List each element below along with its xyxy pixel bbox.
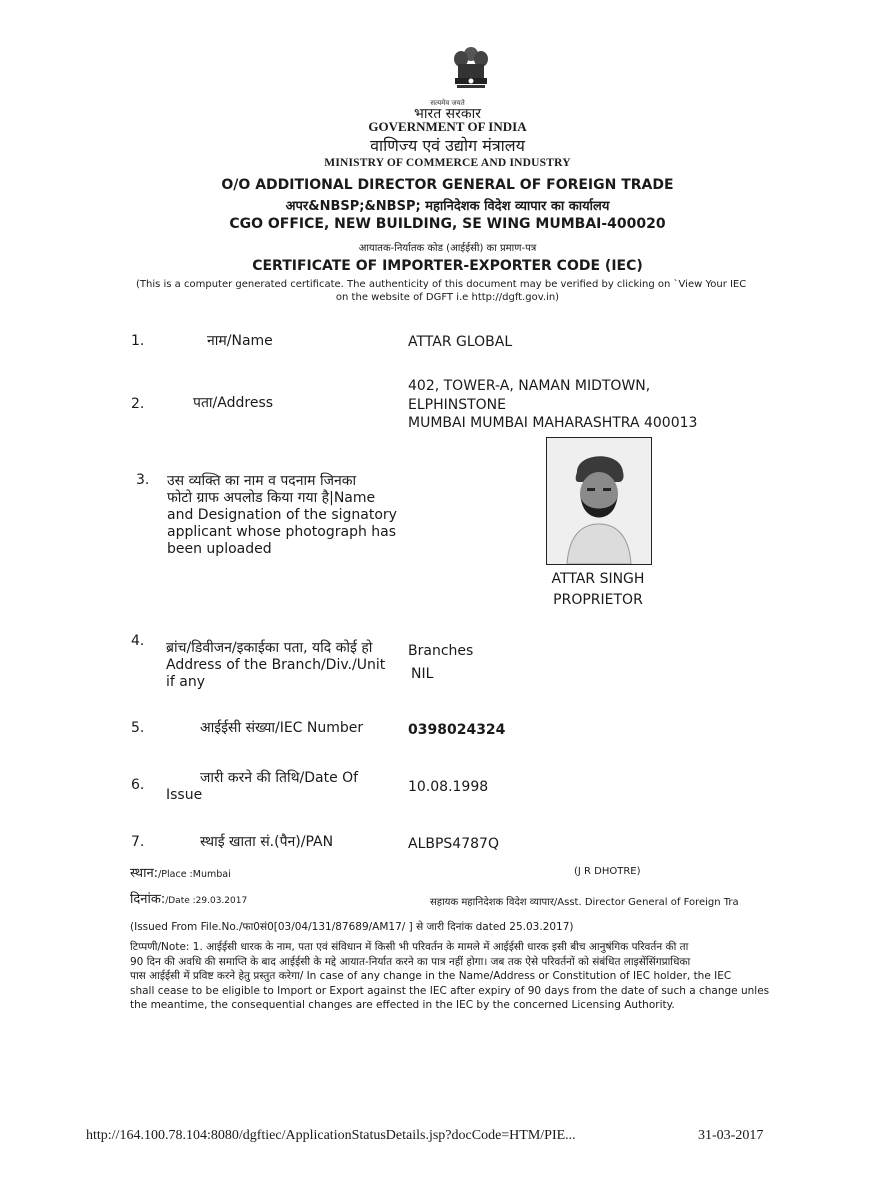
signatory-label-line-2: फोटो ग्राफ अपलोड किया गया है|Name bbox=[167, 490, 376, 506]
date-row bbox=[130, 888, 247, 907]
field-address-value bbox=[408, 377, 697, 433]
issue-date-label-line-2: Issue bbox=[166, 787, 203, 803]
ministry-english: MINISTRY OF COMMERCE AND INDUSTRY bbox=[324, 157, 571, 169]
signatory-label-line-3: and Designation of the signatory bbox=[167, 507, 397, 523]
emblem-caption: सत्यमेव जयते bbox=[430, 99, 465, 107]
office-address: CGO OFFICE, NEW BUILDING, SE WING MUMBAI-400020 bbox=[229, 216, 666, 232]
place-hindi: स्थान: bbox=[130, 866, 159, 881]
field-name-value: ATTAR GLOBAL bbox=[408, 334, 513, 350]
date-hindi: दिनांक: bbox=[130, 892, 166, 907]
branch-label-line-2: Address of the Branch/Div./Unit bbox=[166, 657, 386, 673]
certificate-title-hindi: आयातक-निर्यातक कोड (आईईसी) का प्रमाण-पत्र bbox=[358, 243, 537, 254]
date-value: /Date :29.03.2017 bbox=[165, 896, 248, 906]
note-line-5: the meantime, the consequential changes are effected in the IEC by the concerned Licensing Authority. bbox=[130, 999, 675, 1011]
address-line-3: MUMBAI MUMBAI MAHARASHTRA 400013 bbox=[408, 415, 698, 431]
signatory-label-line-1: उस व्यक्ति का नाम व पदनाम जिनका bbox=[167, 473, 357, 489]
signatory-designation: PROPRIETOR bbox=[553, 592, 643, 608]
page-url: http://164.100.78.104:8080/dgftiec/ApplicationStatusDetails.jsp?docCode=HTM/PIE... bbox=[86, 1128, 576, 1143]
branch-label-line-3: if any bbox=[166, 674, 206, 690]
field-4-number: 4. bbox=[131, 633, 145, 649]
office-hindi: अपर&NBSP;&NBSP; महानिदेशक विदेश व्यापार का कार्यालय bbox=[285, 199, 610, 214]
field-5-number: 5. bbox=[131, 720, 145, 736]
ministry-hindi: वाणिज्य एवं उद्योग मंत्रालय bbox=[370, 136, 525, 155]
person-photo-icon bbox=[547, 438, 651, 564]
lion-capital-icon bbox=[448, 44, 494, 100]
national-emblem bbox=[448, 44, 494, 100]
office-english: O/O ADDITIONAL DIRECTOR GENERAL OF FOREIGN TRADE bbox=[221, 177, 674, 193]
signer-designation: सहायक महानिदेशक विदेश व्यापार/Asst. Director General of Foreign Tra bbox=[430, 897, 739, 908]
note-line-3: पास आईईसी में प्रविष्ट करने हेतु प्रस्तुत करेगा/ In case of any change in the Name/Address or Constitution of IEC holder, the IEC bbox=[130, 970, 732, 982]
field-3-number: 3. bbox=[136, 472, 150, 488]
field-issue-date-value: 10.08.1998 bbox=[408, 779, 489, 795]
address-line-1: 402, TOWER-A, NAMAN MIDTOWN, bbox=[408, 378, 651, 394]
note-line-2: 90 दिन की अवधि की समाप्ति के बाद आईईसी के मद्दे आयात-निर्यात करने का पात्र नहीं होगा। जब तक ऐसे परिवर्तनों को संबंधित लाइसेंसिंगप्राधिका bbox=[130, 955, 691, 968]
branch-value: NIL bbox=[411, 666, 434, 682]
note-line-1: टिप्पणी/Note: 1. आईईसी धारक के नाम, पता एवं संविधान में किसी भी परिवर्तन के मामले में आईईसी धारक इसी बीच आनुषंगिक परिवर्तन की ता bbox=[130, 941, 689, 953]
field-signatory-label bbox=[167, 473, 407, 558]
field-iec-label: आईईसी संख्या/IEC Number bbox=[200, 720, 364, 736]
field-1-number: 1. bbox=[131, 333, 145, 349]
issued-from: (Issued From File.No./फा0सं0[03/04/131/87689/AM17/ ] से जारी दिनांक dated 25.03.2017) bbox=[130, 921, 574, 933]
field-name-label: नाम/Name bbox=[207, 333, 273, 349]
field-2-number: 2. bbox=[131, 396, 145, 412]
signatory-name: ATTAR SINGH bbox=[551, 571, 645, 587]
place-row bbox=[130, 862, 231, 881]
field-7-number: 7. bbox=[131, 834, 145, 850]
signatory-label-line-4: applicant whose photograph has bbox=[167, 524, 397, 540]
government-hindi: भारत सरकार bbox=[414, 106, 481, 122]
note-block bbox=[130, 940, 779, 1013]
signatory-photo bbox=[546, 437, 652, 565]
branch-label-line-1: ब्रांच/डिवीजन/इकाईका पता, यदि कोई हो bbox=[166, 640, 373, 656]
field-issue-date-label bbox=[166, 770, 358, 804]
place-value: /Place :Mumbai bbox=[158, 869, 231, 880]
field-iec-value: 0398024324 bbox=[408, 722, 506, 738]
note-line-4: shall cease to be eligible to Import or Export against the IEC after expiry of 90 days from the date of such a change unles bbox=[130, 984, 770, 997]
field-branch-label bbox=[166, 640, 406, 691]
branch-value-title: Branches bbox=[408, 643, 474, 659]
address-line-2: ELPHINSTONE bbox=[408, 396, 506, 413]
field-6-number: 6. bbox=[131, 777, 145, 793]
government-english: GOVERNMENT OF INDIA bbox=[368, 119, 527, 134]
print-date: 31-03-2017 bbox=[698, 1128, 764, 1143]
disclaimer-line-2: on the website of DGFT i.e http://dgft.gov.in) bbox=[335, 292, 560, 303]
issue-date-label-line-1: जारी करने की तिथि/Date Of bbox=[200, 770, 359, 786]
field-address-label: पता/Address bbox=[193, 395, 274, 411]
signer-name: (J R DHOTRE) bbox=[574, 866, 641, 877]
field-pan-label: स्थाई खाता सं.(पैन)/PAN bbox=[200, 834, 334, 850]
certificate-title: CERTIFICATE OF IMPORTER-EXPORTER CODE (IEC) bbox=[252, 258, 643, 274]
signatory-label-line-5: been uploaded bbox=[167, 541, 272, 557]
disclaimer-line-1: (This is a computer generated certificate. The authenticity of this document may be verified by clicking on `View Your IEC bbox=[136, 279, 747, 290]
field-pan-value: ALBPS4787Q bbox=[408, 836, 499, 852]
